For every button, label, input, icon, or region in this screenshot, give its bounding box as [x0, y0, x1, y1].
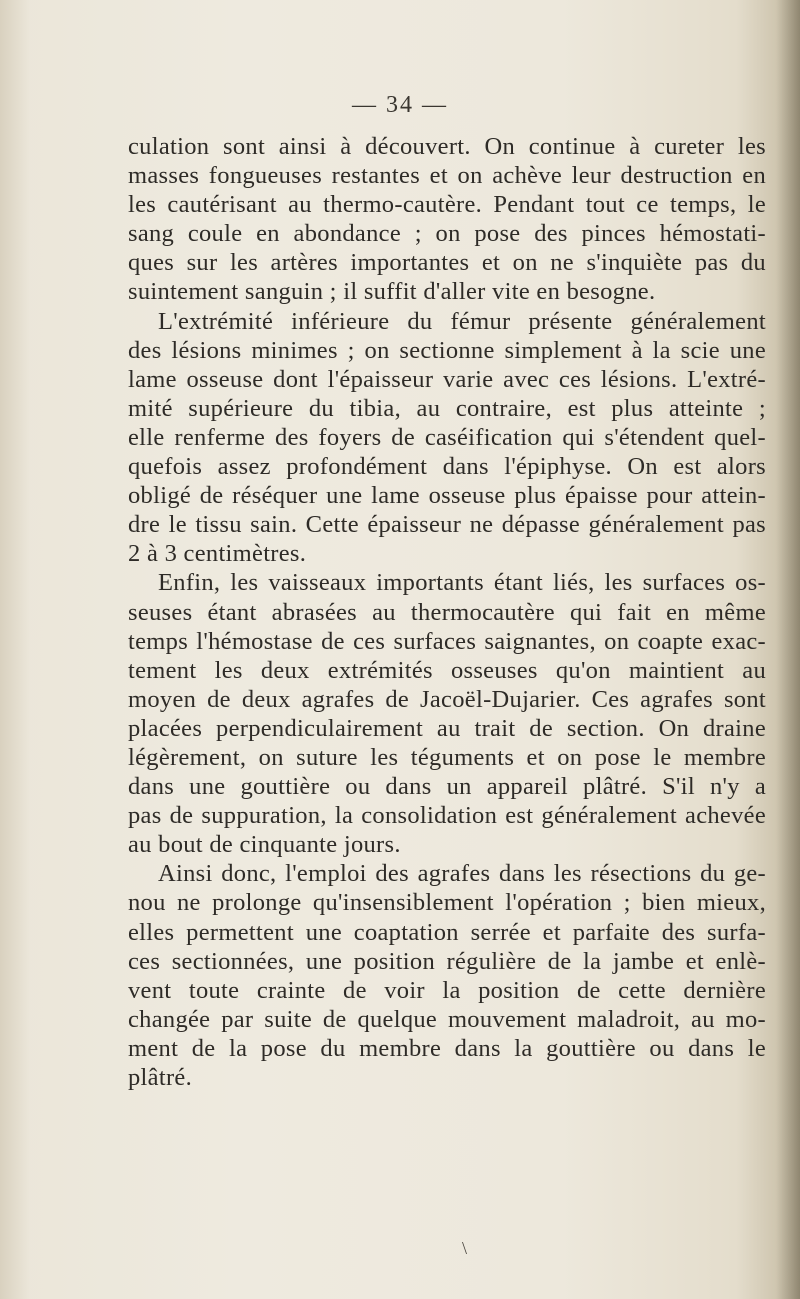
- text-line: suintement sanguin ; il suffit d'aller vite en besogne.: [128, 278, 656, 306]
- text-line: légèrement, on suture les téguments et on pose le membre: [128, 743, 766, 771]
- text-line: vent toute crainte de voir la position de cette dernière: [128, 976, 766, 1004]
- text-line: changée par suite de quelque mouvement maladroit, au mo-: [128, 1005, 766, 1033]
- text-line: obligé de réséquer une lame osseuse plus épaisse pour attein-: [128, 482, 766, 510]
- page-shadow: [0, 0, 30, 1299]
- text-line: des lésions minimes ; on sectionne simplement à la scie une: [128, 336, 766, 364]
- text-line: nou ne prolonge qu'insensiblement l'opération ; bien mieux,: [128, 889, 766, 917]
- text-line: temps l'hémostase de ces surfaces saignantes, on coapte exac-: [128, 627, 766, 655]
- text-line: lame osseuse dont l'épaisseur varie avec ces lésions. L'extré-: [128, 365, 766, 393]
- text-line: ces sectionnées, une position régulière de la jambe et enlè-: [128, 947, 766, 975]
- text-line: les cautérisant au thermo-cautère. Pendant tout ce temps, le: [128, 191, 766, 219]
- text-line: culation sont ainsi à découvert. On continue à cureter les: [128, 133, 766, 160]
- paragraph: [128, 859, 766, 1092]
- text-line: 2 à 3 centimètres.: [128, 540, 307, 568]
- text-line: ment de la pose du membre dans la gouttière ou dans le: [128, 1034, 766, 1062]
- text-line: moyen de deux agrafes de Jacoël-Dujarier. Ces agrafes sont: [128, 685, 766, 713]
- paragraph: [128, 307, 766, 569]
- paragraph: [128, 568, 766, 859]
- text-line: au bout de cinquante jours.: [128, 831, 401, 859]
- text-line: plâtré.: [128, 1064, 192, 1091]
- text-line: elles permettent une coaptation serrée et parfaite des surfa-: [128, 918, 766, 946]
- text-line: quefois assez profondément dans l'épiphyse. On est alors: [128, 453, 766, 481]
- text-line: mité supérieure du tibia, au contraire, est plus atteinte ;: [128, 394, 766, 422]
- stray-mark: \: [462, 1238, 468, 1258]
- text-line: sang coule en abondance ; on pose des pinces hémostati-: [128, 220, 766, 248]
- paragraph: [128, 132, 766, 307]
- text-line: dre le tissu sain. Cette épaisseur ne dépasse généralement pas: [128, 511, 766, 539]
- text-line: placées perpendiculairement au trait de section. On draine: [128, 714, 766, 742]
- text-line: L'extrémité inférieure du fémur présente généralement: [158, 307, 766, 335]
- text-line: Ainsi donc, l'emploi des agrafes dans les résections du ge-: [158, 860, 766, 888]
- text-line: ques sur les artères importantes et on ne s'inquiète pas du: [128, 249, 766, 277]
- body-text: [128, 132, 766, 1092]
- page-number: — 34 —: [352, 92, 448, 118]
- text-line: tement les deux extrémités osseuses qu'on maintient au: [128, 656, 766, 684]
- text-line: seuses étant abrasées au thermocautère qui fait en même: [128, 598, 766, 626]
- text-line: pas de suppuration, la consolidation est généralement achevée: [128, 802, 766, 830]
- text-line: masses fongueuses restantes et on achève leur destruction en: [128, 162, 766, 190]
- text-line: elle renferme des foyers de caséification qui s'étendent quel-: [128, 423, 766, 451]
- text-line: Enfin, les vaisseaux importants étant liés, les surfaces os-: [158, 569, 766, 597]
- text-line: dans une gouttière ou dans un appareil plâtré. S'il n'y a: [128, 773, 766, 801]
